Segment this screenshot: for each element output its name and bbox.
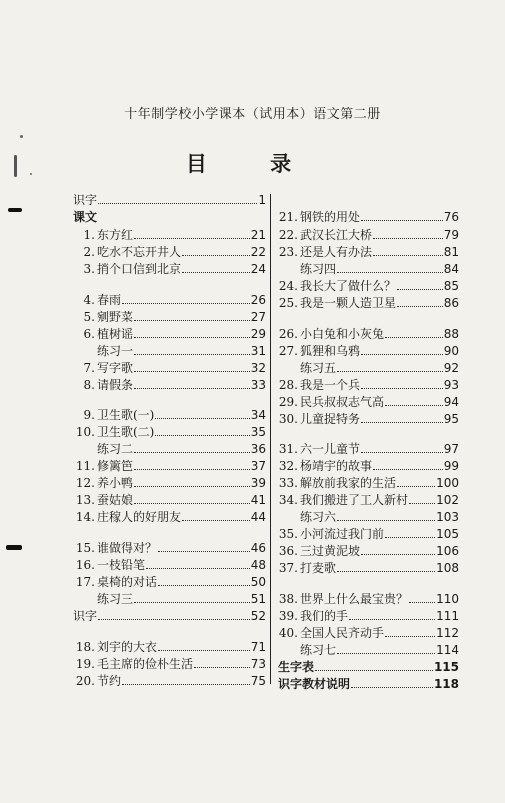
toc-dot-leader — [182, 520, 250, 521]
toc-page-number: 27 — [250, 310, 266, 324]
book-subtitle: 十年制学校小学课本（试用本）语文第二册 — [124, 107, 381, 122]
toc-entry — [73, 540, 266, 556]
toc-entry-title: 课文 — [73, 210, 98, 224]
toc-entry — [73, 574, 266, 590]
toc-dot-leader — [361, 354, 443, 355]
toc-dot-leader — [155, 418, 249, 419]
toc-entry — [73, 639, 266, 655]
toc-dot-leader — [155, 435, 249, 436]
toc-entry — [73, 509, 266, 525]
toc-entry — [73, 441, 266, 457]
toc-entry-title: 三过黄泥坡 — [300, 544, 361, 558]
toc-entry-title: 六一儿童节 — [300, 442, 361, 456]
toc-entry-number: 22. — [278, 228, 298, 242]
toc-entry-number: 33. — [278, 476, 298, 490]
toc-dot-leader — [337, 571, 435, 572]
toc-dot-leader — [397, 306, 443, 307]
toc-dot-leader — [158, 650, 250, 651]
toc-dot-leader — [351, 687, 433, 688]
toc-entry — [73, 591, 266, 607]
toc-page-number: 73 — [250, 657, 266, 671]
toc-entry-number: 37. — [278, 561, 298, 575]
toc-page-number: 105 — [436, 527, 459, 541]
toc-entry — [276, 458, 459, 474]
toc-dot-leader — [134, 452, 250, 453]
toc-page-number: 92 — [443, 361, 459, 375]
toc-dot-leader — [361, 554, 435, 555]
toc-page-number: 48 — [250, 558, 266, 572]
toc-entry-title: 毛主席的俭朴生活 — [97, 657, 194, 671]
toc-entry-number: 19. — [75, 657, 95, 671]
toc-dot-leader — [385, 537, 435, 538]
toc-entry-number: 21. — [278, 210, 298, 224]
toc-dot-leader — [315, 670, 433, 671]
toc-entry-number: 18. — [75, 640, 95, 654]
toc-entry-number: 10. — [75, 425, 95, 439]
toc-page-number: 99 — [443, 459, 459, 473]
toc-page-number: 84 — [443, 262, 459, 276]
toc-page-number: 52 — [250, 609, 266, 623]
toc-entry-title: 剜野菜 — [97, 310, 134, 324]
toc-entry — [73, 424, 266, 440]
toc-entry-title: 打麦歌 — [300, 561, 337, 575]
toc-page-number: 95 — [443, 412, 459, 426]
toc-entry — [276, 659, 459, 675]
toc-entry-title: 一枝铅笔 — [97, 558, 146, 572]
toc-entry — [276, 326, 459, 342]
toc-dot-leader — [134, 238, 250, 239]
toc-dot-leader — [98, 203, 257, 204]
toc-entry — [73, 656, 266, 672]
page-title: 目 录 — [185, 151, 320, 176]
toc-page-number: 31 — [250, 344, 266, 358]
toc-entry — [276, 676, 459, 692]
toc-entry-title: 练习五 — [300, 361, 337, 375]
toc-page-number: 29 — [250, 327, 266, 341]
toc-entry — [73, 292, 266, 308]
toc-page-number: 33 — [250, 378, 266, 392]
toc-page-number: 24 — [250, 262, 266, 276]
toc-entry-number: 3. — [83, 262, 95, 276]
toc-entry-title: 小河流过我门前 — [300, 527, 385, 541]
toc-dot-leader — [134, 320, 250, 321]
toc-entry — [73, 309, 266, 325]
toc-entry — [73, 458, 266, 474]
toc-entry-title: 我长大了做什么？ — [300, 279, 397, 293]
toc-entry-title: 谁做得对？ — [97, 541, 158, 555]
toc-entry — [276, 543, 459, 559]
toc-dot-leader — [349, 619, 435, 620]
toc-entry — [276, 209, 459, 225]
toc-dot-leader — [373, 255, 443, 256]
toc-entry-number: 29. — [278, 395, 298, 409]
toc-dot-leader — [134, 469, 250, 470]
toc-entry-title: 狐狸和乌鸦 — [300, 344, 361, 358]
toc-entry-number: 36. — [278, 544, 298, 558]
toc-page-number: 85 — [443, 279, 459, 293]
toc-page-number: 76 — [443, 210, 459, 224]
toc-entry-number: 25. — [278, 296, 298, 310]
toc-dot-leader — [134, 388, 250, 389]
toc-dot-leader — [134, 371, 250, 372]
toc-entry-number: 30. — [278, 412, 298, 426]
toc-entry-title: 节约 — [97, 674, 122, 688]
toc-entry — [73, 261, 266, 277]
toc-entry-number: 1. — [83, 228, 95, 242]
toc-dot-leader — [134, 337, 250, 338]
toc-dot-leader — [385, 636, 435, 637]
toc-entry — [73, 343, 266, 359]
toc-dot-leader — [134, 486, 250, 487]
scan-smudge — [14, 155, 17, 177]
toc-entry-title: 世界上什么最宝贵？ — [300, 592, 409, 606]
column-divider — [270, 194, 271, 684]
toc-page-number: 22 — [250, 245, 266, 259]
scan-speck — [30, 173, 32, 175]
toc-entry-title: 蚕姑娘 — [97, 493, 134, 507]
toc-entry — [276, 492, 459, 508]
toc-page-number: 114 — [436, 643, 459, 657]
toc-entry-title: 东方红 — [97, 228, 134, 242]
toc-dot-leader — [373, 238, 443, 239]
toc-entry-title: 练习六 — [300, 510, 337, 524]
toc-entry-number: 2. — [83, 245, 95, 259]
toc-dot-leader — [361, 452, 443, 453]
toc-entry-title: 解放前我家的生活 — [300, 476, 397, 490]
toc-entry-title: 写字歌 — [97, 361, 134, 375]
toc-entry-number: 12. — [75, 476, 95, 490]
toc-page-number: 90 — [443, 344, 459, 358]
toc-entry-title: 我是一颗人造卫星 — [300, 296, 397, 310]
toc-page-number: 41 — [250, 493, 266, 507]
toc-entry-title: 我们的手 — [300, 609, 349, 623]
toc-dot-leader — [122, 684, 250, 685]
toc-entry-title: 武汉长江大桥 — [300, 228, 373, 242]
toc-entry-title: 植树谣 — [97, 327, 134, 341]
toc-entry-number: 15. — [75, 541, 95, 555]
toc-page-number: 79 — [443, 228, 459, 242]
toc-page-number: 93 — [443, 378, 459, 392]
toc-dot-leader — [337, 520, 435, 521]
toc-page-number: 39 — [250, 476, 266, 490]
toc-entry — [73, 673, 266, 689]
toc-page-number: 115 — [433, 660, 459, 674]
toc-entry — [73, 227, 266, 243]
toc-entry-title: 识字教材说明 — [278, 677, 351, 691]
toc-entry — [276, 394, 459, 410]
toc-entry — [276, 227, 459, 243]
toc-page-number: 32 — [250, 361, 266, 375]
toc-entry-title: 杨靖宇的故事 — [300, 459, 373, 473]
toc-entry-number: 26. — [278, 327, 298, 341]
toc-page-number: 44 — [250, 510, 266, 524]
toc-page-number: 118 — [433, 677, 459, 691]
toc-entry — [276, 261, 459, 277]
toc-entry-title: 儿童捉特务 — [300, 412, 361, 426]
toc-entry-number: 20. — [75, 674, 95, 688]
toc-dot-leader — [337, 371, 443, 372]
toc-dot-leader — [409, 503, 435, 504]
toc-entry-title: 钢铁的用处 — [300, 210, 361, 224]
toc-page-number: 34 — [250, 408, 266, 422]
toc-entry-number: 28. — [278, 378, 298, 392]
toc-entry-title: 民兵叔叔志气高 — [300, 395, 385, 409]
toc-entry — [276, 343, 459, 359]
toc-dot-leader — [134, 503, 250, 504]
toc-entry — [276, 608, 459, 624]
toc-dot-leader — [158, 585, 250, 586]
toc-page-number: 100 — [436, 476, 459, 490]
toc-entry-title: 养小鸭 — [97, 476, 134, 490]
toc-entry-title: 庄稼人的好朋友 — [97, 510, 182, 524]
toc-page-number: 112 — [436, 626, 459, 640]
toc-entry — [276, 509, 459, 525]
toc-entry-number: 4. — [83, 293, 95, 307]
toc-page-number: 108 — [436, 561, 459, 575]
toc-entry — [276, 244, 459, 260]
toc-entry-title: 练习四 — [300, 262, 337, 276]
toc-entry — [73, 326, 266, 342]
toc-dot-leader — [361, 422, 443, 423]
toc-entry-number: 34. — [278, 493, 298, 507]
toc-page-number: 88 — [443, 327, 459, 341]
toc-entry-number: 7. — [83, 361, 95, 375]
toc-dot-leader — [385, 337, 443, 338]
toc-entry-title: 桌椅的对话 — [97, 575, 158, 589]
toc-entry-title: 修篱笆 — [97, 459, 134, 473]
toc-entry-title: 识字 — [73, 193, 98, 207]
toc-entry-number: 31. — [278, 442, 298, 456]
toc-page-number: 110 — [436, 592, 459, 606]
toc-page-number: 97 — [443, 442, 459, 456]
toc-entry — [73, 377, 266, 393]
toc-entry-title: 捎个口信到北京 — [97, 262, 182, 276]
toc-page-number: 94 — [443, 395, 459, 409]
toc-dot-leader — [182, 255, 250, 256]
toc-entry-title: 吃水不忘开井人 — [97, 245, 182, 259]
toc-entry — [276, 526, 459, 542]
toc-entry-number: 17. — [75, 575, 95, 589]
toc-entry — [73, 407, 266, 423]
toc-dot-leader — [397, 486, 435, 487]
toc-page-number: 71 — [250, 640, 266, 654]
toc-entry-number: 16. — [75, 558, 95, 572]
toc-entry-title: 生字表 — [278, 660, 315, 674]
toc-entry — [73, 492, 266, 508]
toc-dot-leader — [182, 272, 250, 273]
toc-entry-title: 练习三 — [97, 592, 134, 606]
toc-dot-leader — [385, 405, 443, 406]
toc-page-number: 21 — [250, 228, 266, 242]
toc-entry-number: 13. — [75, 493, 95, 507]
toc-entry-title: 练习二 — [97, 442, 134, 456]
toc-dot-leader — [337, 653, 435, 654]
toc-entry-title: 全国人民齐动手 — [300, 626, 385, 640]
toc-dot-leader — [361, 220, 443, 221]
toc-entry — [276, 642, 459, 658]
toc-entry — [73, 244, 266, 260]
toc-entry-number: 8. — [83, 378, 95, 392]
toc-page-number: 46 — [250, 541, 266, 555]
toc-entry-number: 38. — [278, 592, 298, 606]
toc-entry — [276, 295, 459, 311]
toc-page-number: 106 — [436, 544, 459, 558]
toc-entry-title: 我是一个兵 — [300, 378, 361, 392]
toc-page-number: 81 — [443, 245, 459, 259]
toc-entry-number: 9. — [83, 408, 95, 422]
toc-entry — [276, 475, 459, 491]
scan-smudge — [8, 208, 22, 212]
toc-dot-leader — [134, 354, 250, 355]
toc-dot-leader — [98, 619, 250, 620]
toc-page-number: 35 — [250, 425, 266, 439]
toc-entry — [276, 441, 459, 457]
toc-entry-number: 27. — [278, 344, 298, 358]
toc-entry — [276, 377, 459, 393]
toc-entry-number: 24. — [278, 279, 298, 293]
toc-page-number: 51 — [250, 592, 266, 606]
toc-entry — [73, 608, 266, 624]
toc-page-number: 26 — [250, 293, 266, 307]
toc-dot-leader — [409, 602, 435, 603]
toc-entry-title: 我们搬进了工人新村 — [300, 493, 409, 507]
toc-entry — [276, 360, 459, 376]
toc-page-number: 36 — [250, 442, 266, 456]
toc-entry-number: 40. — [278, 626, 298, 640]
scan-speck — [20, 135, 23, 138]
toc-dot-leader — [397, 289, 443, 290]
toc-entry-title: 小白兔和小灰兔 — [300, 327, 385, 341]
toc-dot-leader — [361, 388, 443, 389]
toc-entry-number: 32. — [278, 459, 298, 473]
toc-entry — [276, 278, 459, 294]
toc-entry-title: 卫生歌(一) — [97, 408, 155, 422]
toc-dot-leader — [122, 303, 250, 304]
toc-entry — [73, 475, 266, 491]
toc-dot-leader — [194, 667, 250, 668]
toc-entry-title: 还是人有办法 — [300, 245, 373, 259]
toc-entry — [276, 411, 459, 427]
toc-dot-leader — [158, 551, 250, 552]
toc-entry — [73, 360, 266, 376]
toc-page-number: 86 — [443, 296, 459, 310]
toc-dot-leader — [134, 602, 250, 603]
toc-entry — [276, 625, 459, 641]
toc-entry-number: 23. — [278, 245, 298, 259]
toc-entry-number: 14. — [75, 510, 95, 524]
toc-page-number: 1 — [258, 193, 266, 207]
toc-entry — [73, 557, 266, 573]
toc-entry-title: 刘宇的大衣 — [97, 640, 158, 654]
toc-entry-number: 6. — [83, 327, 95, 341]
toc-page-number: 102 — [436, 493, 459, 507]
toc-entry-number: 11. — [75, 459, 95, 473]
toc-entry-title: 识字 — [73, 609, 98, 623]
toc-page-number: 37 — [250, 459, 266, 473]
toc-entry — [73, 192, 266, 208]
toc-entry-title: 练习七 — [300, 643, 337, 657]
toc-page-number: 111 — [436, 609, 459, 623]
toc-entry-title: 练习一 — [97, 344, 134, 358]
scan-smudge — [6, 545, 22, 550]
toc-page-number: 50 — [250, 575, 266, 589]
toc-dot-leader — [337, 272, 443, 273]
toc-entry — [73, 209, 266, 225]
toc-entry — [276, 591, 459, 607]
toc-entry-title: 春雨 — [97, 293, 122, 307]
toc-entry — [276, 560, 459, 576]
toc-entry-title: 卫生歌(二) — [97, 425, 155, 439]
toc-dot-leader — [146, 568, 250, 569]
toc-entry-title: 请假条 — [97, 378, 134, 392]
toc-entry-number: 39. — [278, 609, 298, 623]
toc-page-number: 75 — [250, 674, 266, 688]
toc-dot-leader — [373, 469, 443, 470]
toc-page-number: 103 — [436, 510, 459, 524]
toc-entry-number: 5. — [83, 310, 95, 324]
toc-entry-number: 35. — [278, 527, 298, 541]
